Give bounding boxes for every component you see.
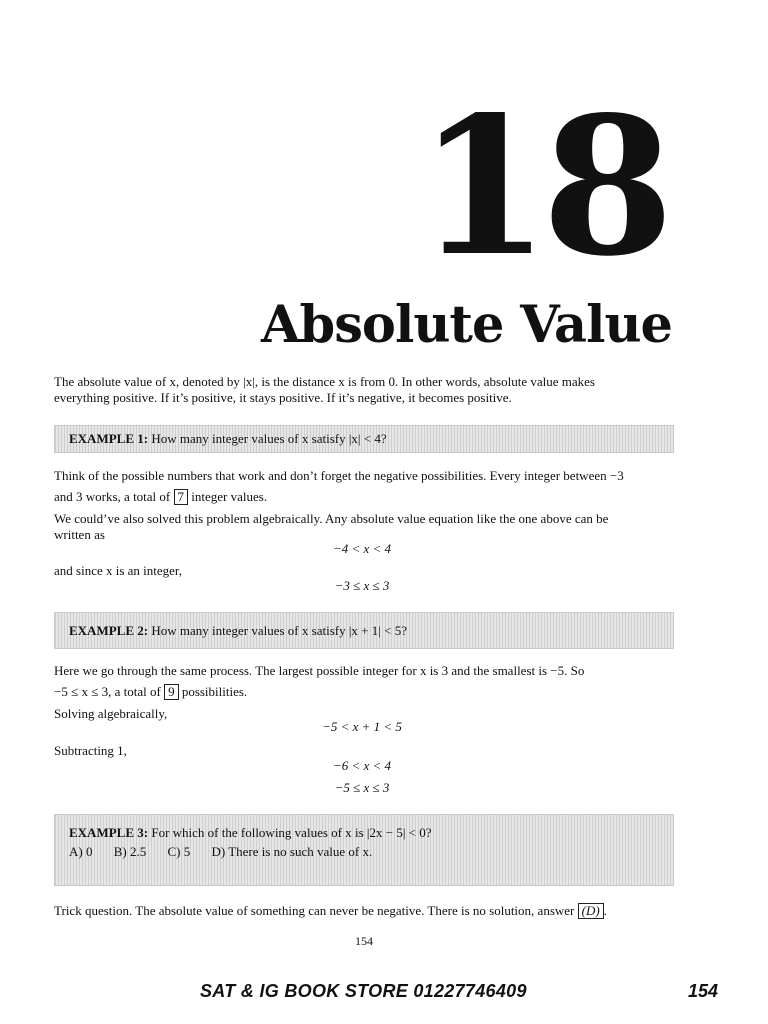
example-label: EXAMPLE 1: (69, 431, 149, 446)
text-span: Trick question. The absolute value of something can never be negative. There is no solution, answer (54, 903, 575, 918)
footer-page-number: 154 (687, 981, 718, 1001)
text-span: integer values. (191, 489, 268, 504)
text-line: written as (54, 527, 105, 542)
choice-a: A) 0 (69, 844, 93, 859)
page-number: 154 (355, 934, 373, 948)
text-span: and 3 works, a total of (54, 489, 171, 504)
example-1-box (54, 425, 674, 453)
text-line: Here we go through the same process. The largest possible integer for x is 3 and the smallest is −5. So (54, 663, 585, 678)
equation: −4 < x < 4 (332, 541, 392, 556)
example-3-box (54, 814, 674, 886)
text-line: Subtracting 1, (54, 743, 127, 758)
intro-paragraph (54, 374, 674, 406)
boxed-answer: 9 (164, 684, 179, 700)
intro-line: everything positive. If it’s positive, it stays positive. If it’s negative, it becomes positive. (54, 390, 512, 405)
example-3-solution (54, 903, 674, 919)
example-question: How many integer values of x satisfy |x| < 4? (151, 431, 387, 446)
example-question: For which of the following values of x is |2x − 5| < 0? (151, 825, 432, 840)
boxed-answer: 7 (174, 489, 189, 505)
example-1-paragraph (54, 468, 674, 505)
example-label: EXAMPLE 2: (69, 623, 149, 638)
text-line: and since x is an integer, (54, 563, 182, 578)
text-line: Think of the possible numbers that work and don’t forget the negative possibilities. Every integer between −3 (54, 468, 624, 483)
footer-store-text: SAT & IG BOOK STORE 01227746409 (200, 981, 527, 1001)
equation: −6 < x < 4 (332, 758, 392, 773)
example-label: EXAMPLE 3: (69, 825, 149, 840)
choice-d: D) There is no such value of x. (211, 844, 373, 859)
choice-b: B) 2.5 (113, 844, 147, 859)
example-2-box (54, 612, 674, 649)
answer-choices (69, 844, 659, 860)
text-span: possibilities. (181, 684, 248, 699)
equation: −3 ≤ x ≤ 3 (334, 578, 390, 593)
example-2-paragraph (54, 663, 674, 700)
intro-line: The absolute value of x, denoted by |x|, is the distance x is from 0. In other words, absolute value makes (54, 374, 595, 389)
boxed-answer: (D) (578, 903, 604, 919)
text-line: We could’ve also solved this problem algebraically. Any absolute value equation like the one above can be (54, 511, 609, 526)
example-1-paragraph-2 (54, 511, 674, 543)
chapter-title: Absolute Value (260, 295, 672, 355)
text-span: . (603, 903, 607, 918)
text-line: Solving algebraically, (54, 706, 168, 721)
chapter-number: 18 (417, 75, 666, 298)
equation: −5 < x + 1 < 5 (322, 719, 402, 734)
example-question: How many integer values of x satisfy |x + 1| < 5? (151, 623, 407, 638)
text-span: −5 ≤ x ≤ 3, a total of (54, 684, 161, 699)
equation: −5 ≤ x ≤ 3 (334, 780, 390, 795)
choice-c: C) 5 (167, 844, 191, 859)
